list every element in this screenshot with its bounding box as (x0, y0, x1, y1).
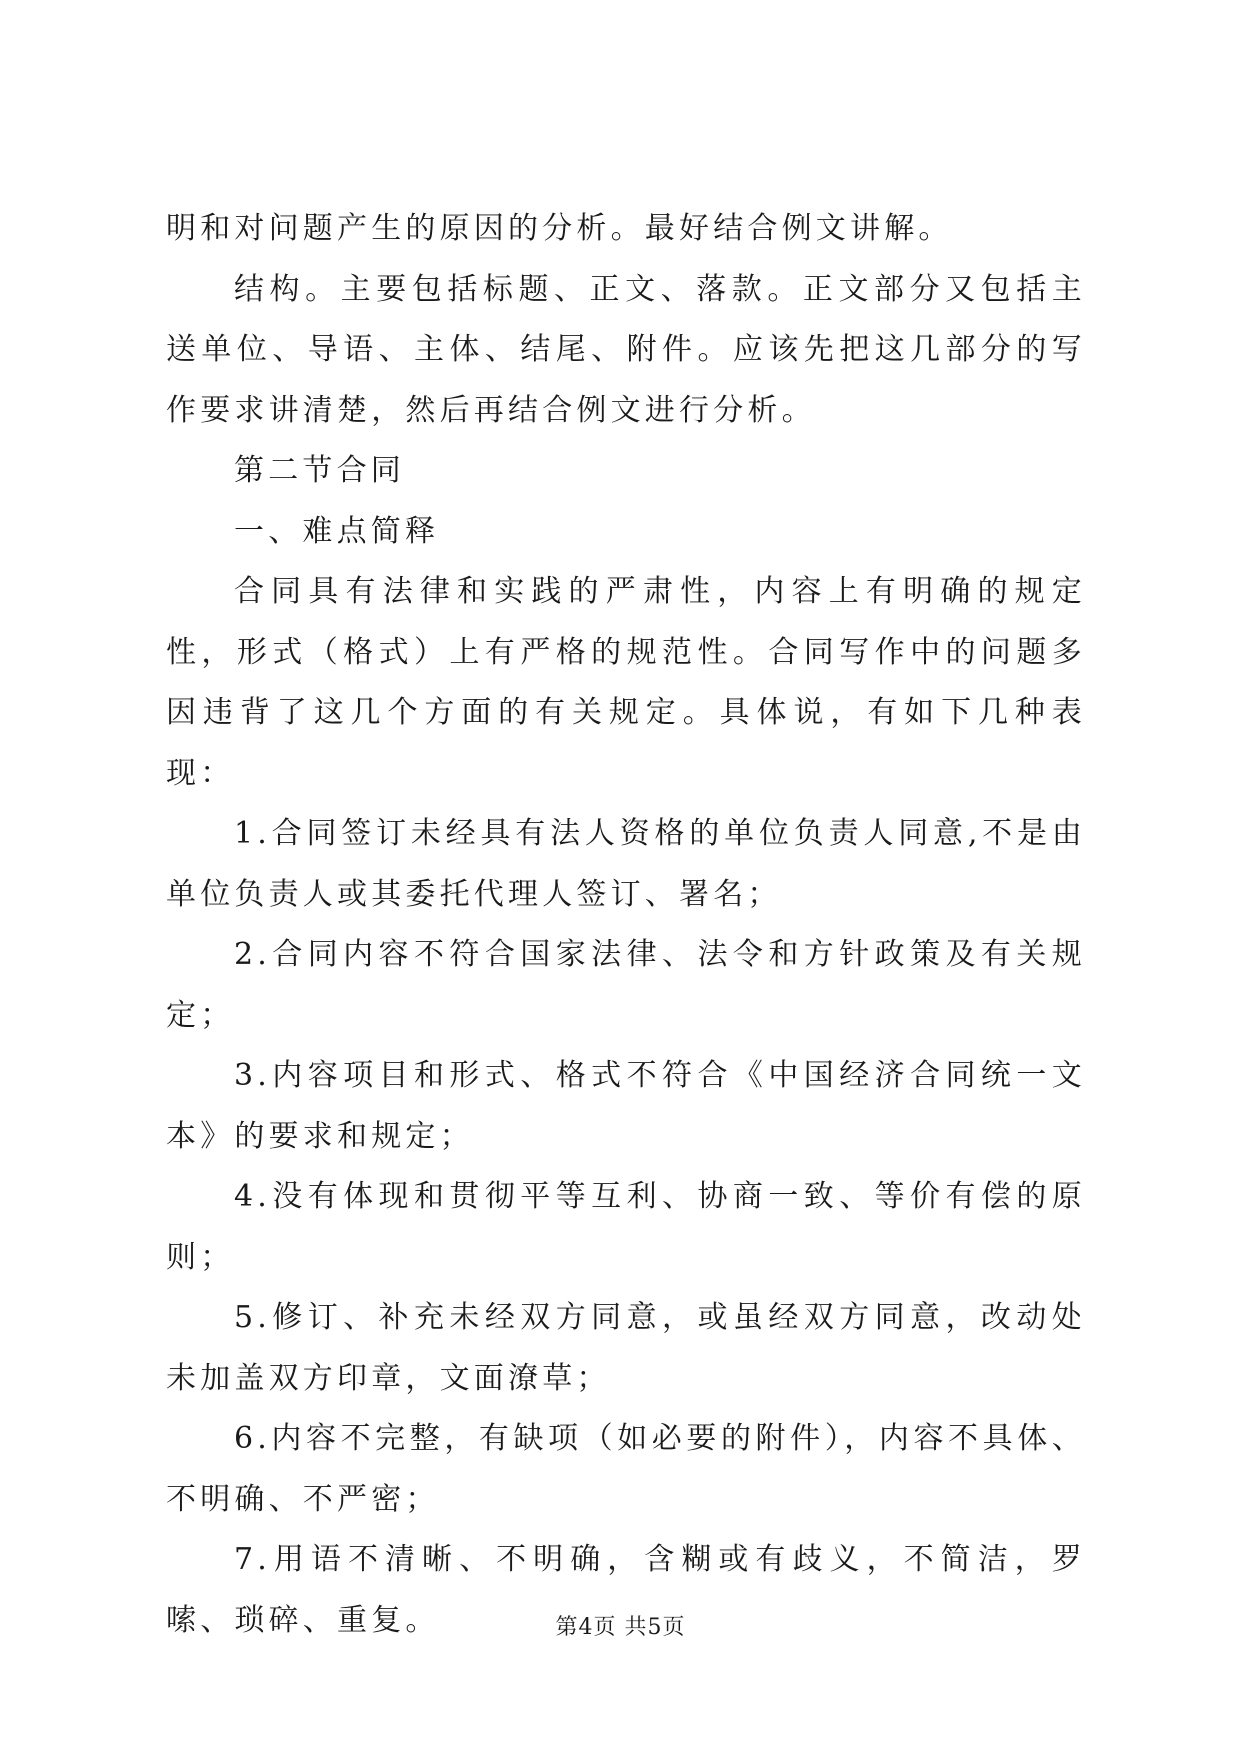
list-item: 1.合同签订未经具有法人资格的单位负责人同意,不是由单位负责人或其委托代理人签订、署名； (166, 816, 1086, 912)
page-footer: 第4页 共5页 (555, 1615, 686, 1640)
body-text (166, 199, 1086, 1651)
list-item: 6.内容不完整，有缺项（如必要的附件），内容不具体、不明确、不严密； (166, 1421, 1086, 1517)
list-item: 3.内容项目和形式、格式不符合《中国经济合同统一文本》的要求和规定； (166, 1058, 1086, 1154)
paragraph: 明和对问题产生的原因的分析。最好结合例文讲解。 (166, 211, 953, 246)
list-item: 7.用语不清晰、不明确，含糊或有歧义，不简洁，罗嗦、琐碎、重复。 (166, 1542, 1086, 1638)
subsection-heading: 一、难点简释 (234, 513, 440, 549)
paragraph: 合同具有法律和实践的严肃性，内容上有明确的规定性，形式（格式）上有严格的规范性。合同写作中的问题多因违背了这几个方面的有关规定。具体说，有如下几种表现： (166, 574, 1086, 791)
section-heading: 第二节合同 (234, 453, 405, 488)
paragraph: 结构。主要包括标题、正文、落款。正文部分又包括主送单位、导语、主体、结尾、附件。应该先把这几部分的写作要求讲清楚，然后再结合例文进行分析。 (166, 271, 1086, 428)
list-item: 2.合同内容不符合国家法律、法令和方针政策及有关规定； (166, 937, 1086, 1033)
list-item: 5.修订、补充未经双方同意，或虽经双方同意，改动处未加盖双方印章，文面潦草； (166, 1300, 1086, 1396)
list-item: 4.没有体现和贯彻平等互利、协商一致、等价有偿的原则； (166, 1179, 1086, 1275)
